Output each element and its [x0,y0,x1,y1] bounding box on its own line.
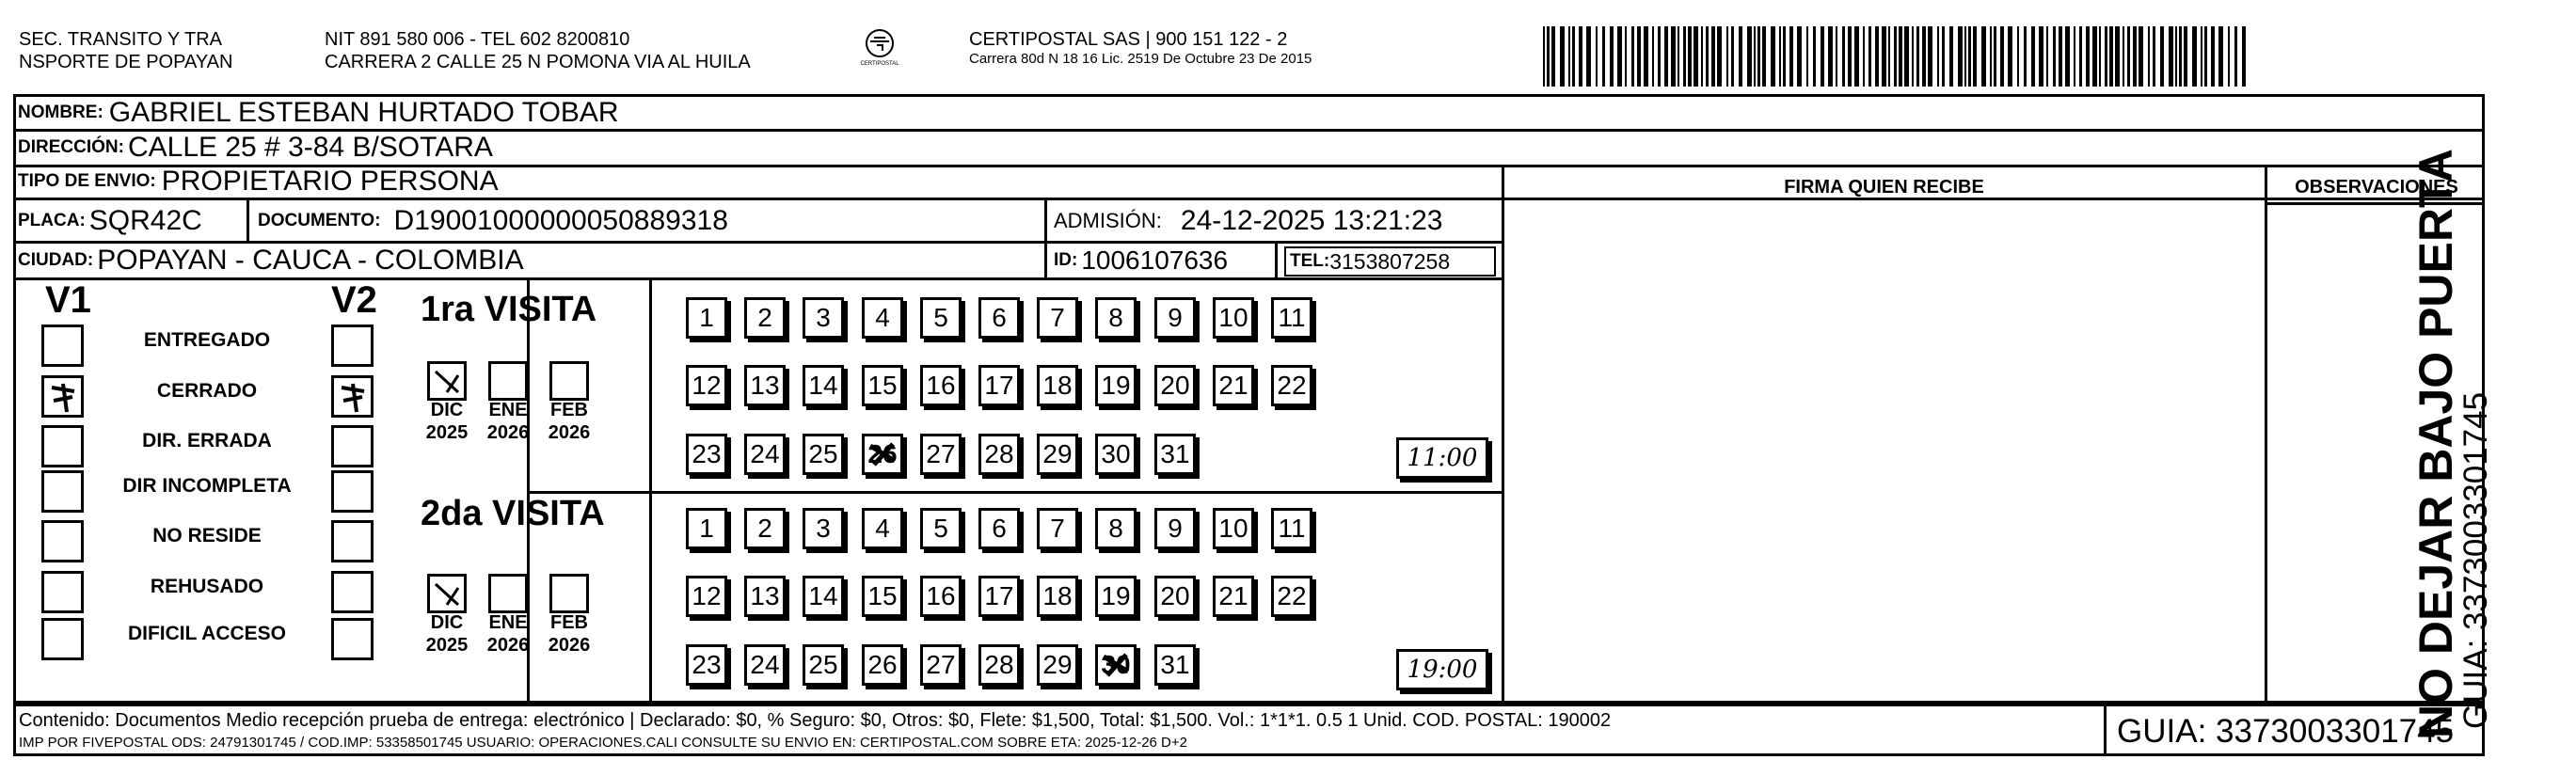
documento-value: D19001000000050889318 [393,204,728,236]
second-visit-day-14[interactable]: 14 [803,576,844,617]
second-visit-day-19[interactable]: 19 [1095,576,1137,617]
admision-cell [1054,206,1442,235]
second-visit-day-15[interactable]: 15 [862,576,903,617]
barcode-bar [2065,26,2070,87]
status-label: DIFICIL ACCESO [127,623,286,644]
second-visit-day-9[interactable]: 9 [1154,508,1196,549]
barcode-bar [1958,26,1963,87]
sender-name [19,28,232,73]
barcode-bar [1754,26,1756,87]
barcode-bar [1717,26,1722,87]
ciudad-cell [18,245,524,275]
v1-checkbox-entregado[interactable] [41,325,84,367]
second-visit-day-4[interactable]: 4 [862,508,903,549]
check-mark-icon [430,364,464,398]
barcode-bar [2008,26,2012,87]
second-visit-day-25[interactable]: 25 [803,644,844,686]
barcode-bar [1551,26,1555,87]
second-visit-day-16[interactable]: 16 [920,576,962,617]
first-visit-day-9[interactable]: 9 [1154,297,1196,339]
second-visit-day-28[interactable]: 28 [978,644,1020,686]
second-visit-day-31[interactable]: 31 [1154,644,1196,686]
second-visit-day-13[interactable]: 13 [744,576,786,617]
footer-guia: GUIA: 3373003301745 [2117,713,2455,750]
first-visit-day-14[interactable]: 14 [803,365,844,406]
barcode-bar [1904,26,1909,87]
barcode-bar [1854,26,1859,87]
barcode-bar [1842,26,1845,87]
barcode-bar [1916,26,1919,87]
side-warning: NO DEJAR BAJO PUERTA [2409,149,2462,738]
second-visit-day-27[interactable]: 27 [920,644,962,686]
barcode-bar [2115,26,2120,87]
barcode-bar [2031,26,2035,87]
barcode-bar [2184,26,2187,87]
first-visit-day-16[interactable]: 16 [920,365,962,406]
barcode-bar [2169,26,2173,87]
v1-checkbox-no-reside[interactable] [41,520,84,562]
barcode-bar [1937,26,1939,87]
barcode-bar [1701,26,1703,87]
first-visit-day-1[interactable]: 1 [686,297,727,339]
second-visit-time-box[interactable] [1396,649,1488,690]
barcode-bar [1783,26,1786,87]
first-visit-day-21[interactable]: 21 [1213,365,1254,406]
second-visit-day-18[interactable]: 18 [1037,576,1078,617]
barcode-bar [2160,26,2164,87]
placa-cell [18,206,202,235]
second-visit-day-26[interactable]: 26 [862,644,903,686]
rule-5 [13,277,1503,280]
tipo-envio-value: PROPIETARIO PERSONA [161,165,499,197]
status-label: CERRADO [156,380,258,402]
month-label: ENE 2026 [486,612,530,656]
month-label: FEB 2026 [548,400,591,443]
second-visit-day-20[interactable]: 20 [1154,576,1196,617]
barcode-bar [1797,26,1802,87]
barcode-bar [1928,26,1932,87]
first-visit-day-12[interactable]: 12 [686,365,727,406]
barcode-bar [1875,26,1879,87]
side-guia: GUIA: 3373003301745 [2457,391,2494,729]
v1-checkbox-rehusado[interactable] [41,571,84,613]
barcode-bar [1706,26,1709,87]
barcode-bar [2204,26,2207,87]
company-address: Carrera 80d N 18 16 Lic. 2519 De Octubre 23 De 2015 [969,51,1312,67]
barcode-bar [1771,26,1775,87]
status-label: DIR INCOMPLETA [122,475,292,497]
barcode-bar [1560,26,1565,87]
barcode-bar [2148,26,2150,87]
v2-checkbox-dificil-acceso[interactable] [331,618,374,660]
barcode-bar [2099,26,2101,87]
first-visit-day-8[interactable]: 8 [1095,297,1137,339]
barcode-bar [1631,26,1634,87]
vrule-tel [1275,244,1278,277]
month-label: ENE 2026 [486,400,530,443]
barcode-bar [1888,26,1890,87]
second-visit-day-7[interactable]: 7 [1037,508,1078,549]
first-visit-day-10[interactable]: 10 [1213,297,1254,339]
barcode-bar [1602,26,1605,87]
first-visit-day-28[interactable]: 28 [978,434,1020,475]
first-visit-month-dic[interactable] [427,361,467,401]
v2-checkbox-entregado[interactable] [331,325,374,367]
barcode-bar [2109,26,2113,87]
first-visit-day-30[interactable]: 30 [1095,434,1137,475]
ciudad-label: CIUDAD: [18,249,94,270]
first-visit-day-17[interactable]: 17 [978,365,1020,406]
barcode-bar [1949,26,1953,87]
barcode-bar [1899,26,1902,87]
second-visit-day-10[interactable]: 10 [1213,508,1254,549]
direccion-row [18,133,493,162]
barcode-bar [1779,26,1781,87]
footer-frame [13,704,2485,756]
first-visit-time-box[interactable] [1396,437,1488,479]
v1-checkbox-dir-incompleta[interactable] [41,470,84,513]
barcode-bar [2059,26,2062,87]
certipostal-logo [851,26,908,73]
first-visit-day-6[interactable]: 6 [978,297,1020,339]
first-visit-day-13[interactable]: 13 [744,365,786,406]
barcode-bar [1617,26,1622,87]
first-visit-day-5[interactable]: 5 [920,297,962,339]
barcode-bar [1683,26,1686,87]
status-label: NO RESIDE [152,525,262,546]
barcode-bar [1579,26,1582,87]
barcode-bar [1894,26,1897,87]
tel-label: TEL: [1290,251,1330,271]
first-visit-day-29[interactable]: 29 [1037,434,1078,475]
barcode-bar [1678,26,1679,87]
status-label: REHUSADO [150,576,264,597]
tipo-envio-row [18,166,499,196]
sender-contact [325,28,751,73]
barcode-bar [1688,26,1692,87]
barcode-bar [1882,26,1886,87]
barcode-bar [2242,26,2246,87]
barcode-bar [2153,26,2155,87]
barcode-bar [1912,26,1914,87]
second-visit-month-feb[interactable] [549,574,589,613]
ciudad-value: POPAYAN - CAUCA - COLOMBIA [97,244,524,276]
barcode-bar [2201,26,2202,87]
check-mark-icon [430,577,464,610]
first-visit-day-20[interactable]: 20 [1154,365,1196,406]
first-visit-day-3[interactable]: 3 [803,297,844,339]
barcode-bar [1658,26,1661,87]
admision-value: 24-12-2025 13:21:23 [1180,204,1443,236]
cross-mark-icon [1098,647,1134,683]
admision-label: ADMISIÓN: [1054,208,1162,232]
barcode-bar [2175,26,2177,87]
second-visit-day-6[interactable]: 6 [978,508,1020,549]
barcode-bar [1644,26,1648,87]
first-visit-title: 1ra VISITA [421,290,597,329]
barcode-bar [1596,26,1598,87]
barcode-bar [1806,26,1808,87]
barcode-bar [1922,26,1926,87]
first-visit-day-25[interactable]: 25 [803,434,844,475]
barcode-bar [1863,26,1865,87]
barcode-bar [2234,26,2237,87]
barcode-bar [1664,26,1668,87]
tipo-envio-label: TIPO DE ENVIO: [18,170,156,191]
second-visit-day-2[interactable]: 2 [744,508,786,549]
direccion-value: CALLE 25 # 3-84 B/SOTARA [127,131,493,163]
barcode-bar [1726,26,1728,87]
barcode-bar [1836,26,1837,87]
barcode-bar [2228,26,2230,87]
company-info [969,28,1312,68]
v1-checkbox-cerrado[interactable] [41,375,84,418]
second-visit-day-3[interactable]: 3 [803,508,844,549]
barcode-bar [2127,26,2130,87]
id-value: 1006107636 [1081,245,1229,275]
second-visit-day-5[interactable]: 5 [920,508,962,549]
barcode-bar [1625,26,1627,87]
barcode-bar [1942,26,1945,87]
footer-line-2: IMP POR FIVEPOSTAL ODS: 24791301745 / COD.IMP: 53358501745 USUARIO: OPERACIONES.CALI CONSULTE SU ENVIO EN: CERTIPOSTAL.COM SOBRE ETA: 2025-12-26 D+2 [19,735,1187,751]
second-visit-day-17[interactable]: 17 [978,576,1020,617]
second-visit-day-29[interactable]: 29 [1037,644,1078,686]
barcode-bar [1789,26,1793,87]
id-cell [1054,245,1228,275]
placa-value: SQR42C [88,204,202,236]
second-visit-day-22[interactable]: 22 [1271,576,1312,617]
barcode-bar [2046,26,2048,87]
first-visit-day-22[interactable]: 22 [1271,365,1312,406]
second-visit-day-1[interactable]: 1 [686,508,727,549]
barcode-bar [1711,26,1715,87]
barcode-bar [1968,26,1971,87]
sender-line-2: NSPORTE DE POPAYAN [19,52,233,72]
vrule-months [649,277,652,704]
first-visit-day-24[interactable]: 24 [744,434,786,475]
v2-checkbox-dir-incompleta[interactable] [331,470,374,513]
barcode-bar [2000,26,2004,87]
first-visit-day-18[interactable]: 18 [1037,365,1078,406]
id-label: ID: [1054,249,1078,270]
second-visit-day-24[interactable]: 24 [744,644,786,686]
first-visit-day-26[interactable]: 26 [862,434,903,475]
v1-label: V1 [45,279,91,321]
barcode-bar [2017,26,2019,87]
barcode-bar [2139,26,2143,87]
second-visit-day-30[interactable]: 30 [1095,644,1137,686]
second-visit-day-21[interactable]: 21 [1213,576,1254,617]
first-visit-day-7[interactable]: 7 [1037,297,1078,339]
barcode-bar [1848,26,1852,87]
second-visit-time: 19:00 [1407,656,1478,684]
second-visit-month-dic[interactable] [427,574,467,613]
nombre-value: GABRIEL ESTEBAN HURTADO TOBAR [108,96,619,128]
barcode-bar [2192,26,2197,87]
barcode-bar [2074,26,2075,87]
barcode-bar [1981,26,1986,87]
footer-line-1: Contenido: Documentos Medio recepción prueba de entrega: electrónico | Declarado: $0, % Seguro: $0, Otros: $0, Flete: $1,500, Total: $1,500. Vol.: 1*1*1. 0.5 1 Unid. COD. POSTAL: 190002 [19,710,1612,731]
v2-checkbox-no-reside[interactable] [331,520,374,562]
barcode-bar [2105,26,2107,87]
first-visit-day-23[interactable]: 23 [686,434,727,475]
placa-label: PLACA: [18,210,86,230]
second-visit-day-8[interactable]: 8 [1095,508,1137,549]
second-visit-month-ene[interactable] [488,574,528,613]
month-label: DIC 2025 [425,612,469,656]
barcode-bar [1747,26,1752,87]
first-visit-month-ene[interactable] [488,361,528,401]
address-line: CARRERA 2 CALLE 25 N POMONA VIA AL HUILA [325,52,751,72]
barcode-bar [1568,26,1570,87]
month-label: FEB 2026 [548,612,591,656]
vrule-placa [246,200,249,241]
barcode-bar [2123,26,2124,87]
first-visit-day-2[interactable]: 2 [744,297,786,339]
barcode-bar [1964,26,1966,87]
barcode-bar [1731,26,1734,87]
second-visit-day-12[interactable]: 12 [686,576,727,617]
documento-label: DOCUMENTO: [258,210,381,230]
company-line: CERTIPOSTAL SAS | 900 151 122 - 2 [969,29,1288,50]
barcode-bar [1693,26,1698,87]
v2-checkbox-dir-errada[interactable] [331,425,374,467]
first-visit-day-27[interactable]: 27 [920,434,962,475]
barcode-bar [2179,26,2182,87]
barcode-bar [1990,26,1992,87]
tel-value: 3153807258 [1329,248,1451,274]
sender-line-1: SEC. TRANSITO Y TRA [19,29,222,50]
barcode-bar [1586,26,1591,87]
v2-label: V2 [331,279,377,321]
barcode-bar [1547,26,1550,87]
month-label: DIC 2025 [425,400,469,443]
first-visit-day-31[interactable]: 31 [1154,434,1196,475]
documento-cell [258,206,728,235]
barcode-bar [2133,26,2137,87]
first-visit-day-4[interactable]: 4 [862,297,903,339]
observaciones-header: OBSERVACIONES [2295,177,2458,198]
barcode-bar [1572,26,1575,87]
v1-checkbox-dir-errada[interactable] [41,425,84,467]
barcode-bar [1821,26,1824,87]
tel-box [1284,246,1496,277]
barcode-bar [2086,26,2090,87]
cross-mark-icon [865,436,900,472]
first-visit-time: 11:00 [1407,444,1478,472]
barcode-bar [1813,26,1816,87]
barcode-bar [1973,26,1977,87]
first-visit-day-19[interactable]: 19 [1095,365,1137,406]
first-visit-month-feb[interactable] [549,361,589,401]
barcode-bar [2211,26,2215,87]
barcode-bar [1757,26,1760,87]
barcode-bar [1652,26,1654,87]
check-mark-icon [44,378,82,416]
barcode-bar [2092,26,2097,87]
barcode-bar [1762,26,1766,87]
barcode [1543,26,2249,87]
barcode-bar [1994,26,1996,87]
nombre-label: NOMBRE: [18,102,103,122]
vrule-firma [1502,165,1504,704]
barcode-bar [1868,26,1871,87]
barcode-bar [2039,26,2043,87]
status-label: ENTREGADO [143,329,271,351]
barcode-bar [1828,26,1833,87]
nit-line: NIT 891 580 006 - TEL 602 8200810 [325,29,630,50]
status-label: DIR. ERRADA [142,430,272,451]
second-visit-title: 2da VISITA [421,494,605,533]
v1-checkbox-dificil-acceso[interactable] [41,618,84,660]
barcode-bar [2079,26,2082,87]
second-visit-day-11[interactable]: 11 [1271,508,1312,549]
direccion-label: DIRECCIÓN: [18,136,124,157]
rule-6 [527,491,1503,494]
barcode-bar [1671,26,1676,87]
barcode-bar [1610,26,1614,87]
v2-checkbox-rehusado[interactable] [331,571,374,613]
barcode-bar [2024,26,2027,87]
v2-checkbox-cerrado[interactable] [331,375,374,418]
barcode-bar [1739,26,1742,87]
vrule-obs [2265,165,2267,704]
first-visit-day-11[interactable]: 11 [1271,297,1312,339]
check-mark-icon [334,378,372,416]
vrule-admision [1044,200,1047,277]
first-visit-day-15[interactable]: 15 [862,365,903,406]
barcode-bar [1637,26,1641,87]
barcode-bar [2053,26,2056,87]
barcode-bar [2218,26,2223,87]
logo-text: CERTIPOSTAL [860,61,899,67]
barcode-bar [1543,26,1545,87]
firma-header: FIRMA QUIEN RECIBE [1784,177,1984,198]
second-visit-day-23[interactable]: 23 [686,644,727,686]
nombre-row [18,98,619,127]
